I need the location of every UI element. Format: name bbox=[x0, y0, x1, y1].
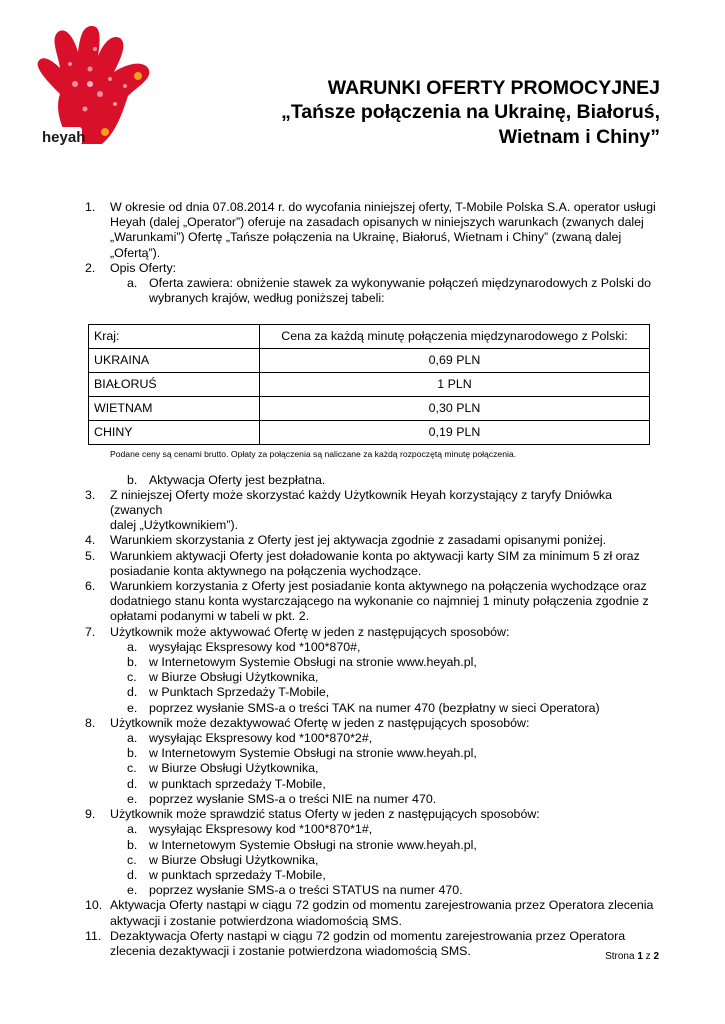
sub-item: d. w punktach sprzedaży T-Mobile, bbox=[127, 776, 326, 791]
list-item: 11. Dezaktywacja Oferty nastąpi w ciągu 72 godzin od momentu zarejestrowania przez Operatora zlecenia dezaktywacji i zostanie potwierdzona wiadomością SMS. bbox=[85, 928, 626, 958]
sub-item: d. w Punktach Sprzedaży T-Mobile, bbox=[127, 685, 330, 700]
list-item: 3. Z niniejszej Oferty może skorzystać każdy Użytkownik Heyah korzystający z taryfy Dniówka (zwanych dalej „Użytkownikiem”). bbox=[85, 487, 612, 533]
price-table bbox=[88, 324, 650, 445]
list-item: 1. W okresie od dnia 07.08.2014 r. do wycofania niniejszej oferty, T-Mobile Polska S.A. operator usługi Heyah (dalej „Operator”) oferuje na zasadach opisanych w niniejszych warunkach (zwanych dalej „Warunkami”) Ofertę „Tańsze połączenia na Ukrainę, Białoruś, Wietnam i Chiny” (zwaną dalej „Ofertą”). bbox=[85, 200, 656, 260]
sub-item: a. wysyłając Ekspresowy kod *100*870*1#, bbox=[127, 822, 373, 837]
sub-item: e. poprzez wysłanie SMS-a o treści NIE na numer 470. bbox=[127, 791, 437, 806]
list-item: 2. Opis Oferty: bbox=[85, 260, 177, 275]
table-header-row bbox=[89, 325, 650, 349]
table-row: CHINY 0,19 PLN bbox=[89, 421, 650, 445]
title-line-1: WARUNKI OFERTY PROMOCYJNEJ bbox=[327, 77, 660, 99]
table-header-price: Cena za każdą minutę połączenia międzynarodowego z Polski: bbox=[260, 325, 650, 349]
heyah-logo bbox=[30, 24, 170, 154]
terms-body bbox=[85, 200, 660, 959]
sub-item: c. w Biurze Obsługi Użytkownika, bbox=[127, 852, 319, 867]
sub-item: d. w punktach sprzedaży T-Mobile, bbox=[127, 867, 326, 882]
list-item: 4. Warunkiem skorzystania z Oferty jest jej aktywacja zgodnie z zasadami opisanymi poniżej. bbox=[85, 533, 607, 548]
table-row: UKRAINA 0,69 PLN bbox=[89, 349, 650, 373]
sub-item: c. w Biurze Obsługi Użytkownika, bbox=[127, 670, 319, 685]
sub-item: e. poprzez wysłanie SMS-a o treści TAK na numer 470 (bezpłatny w sieci Operatora) bbox=[127, 700, 600, 715]
sub-item: c. w Biurze Obsługi Użytkownika, bbox=[127, 761, 319, 776]
list-item: 7. Użytkownik może aktywować Ofertę w jeden z następujących sposobów: bbox=[85, 624, 510, 639]
sub-item: b. w Internetowym Systemie Obsługi na stronie www.heyah.pl, bbox=[127, 746, 477, 761]
document-title bbox=[281, 76, 660, 150]
hand-icon bbox=[38, 26, 150, 144]
sub-item: b. w Internetowym Systemie Obsługi na stronie www.heyah.pl, bbox=[127, 655, 477, 670]
logo-text: heyah bbox=[42, 129, 86, 146]
list-item: 6. Warunkiem korzystania z Oferty jest posiadanie konta aktywnego na połączenia wychodzące oraz dodatniego stanu konta wystarczającego na wykonanie co najmniej 1 minuty połączenia zgodnie z opłatami podanymi w tabeli w pkt. 2. bbox=[85, 579, 649, 624]
sub-item: b. Aktywacja Oferty jest bezpłatna. bbox=[127, 472, 326, 487]
table-note: Podane ceny są cenami brutto. Opłaty za połączenia są naliczane za każdą rozpoczętą minutę połączenia. bbox=[110, 449, 517, 460]
list-item: 5. Warunkiem aktywacji Oferty jest doładowanie konta po aktywacji karty SIM za minimum 5 zł oraz posiadanie konta aktywnego na połączenia wychodzące. bbox=[85, 548, 640, 578]
sub-item: a. wysyłając Ekspresowy kod *100*870#, bbox=[127, 639, 361, 654]
list-item: 10. Aktywacja Oferty nastąpi w ciągu 72 godzin od momentu zarejestrowania przez Operatora zlecenia aktywacji i zostanie potwierdzona wiadomością SMS. bbox=[85, 898, 654, 928]
sub-item: a. wysyłając Ekspresowy kod *100*870*2#, bbox=[127, 731, 373, 746]
sub-item: a. Oferta zawiera: obniżenie stawek za wykonywanie połączeń międzynarodowych z Polski do wybranych krajów, według poniższej tabeli: bbox=[127, 276, 652, 306]
list-item: 8. Użytkownik może dezaktywować Ofertę w jeden z następujących sposobów: bbox=[85, 715, 530, 730]
table-row: WIETNAM 0,30 PLN bbox=[89, 397, 650, 421]
list-item: 9. Użytkownik może sprawdzić status Oferty w jeden z następujących sposobów: bbox=[85, 807, 540, 822]
table-row: BIAŁORUŚ 1 PLN bbox=[89, 373, 650, 397]
title-line-3: Wietnam i Chiny” bbox=[498, 126, 660, 148]
sub-item: b. w Internetowym Systemie Obsługi na stronie www.heyah.pl, bbox=[127, 837, 477, 852]
page-number: Strona 1 z 2 bbox=[605, 951, 659, 962]
table-header-country: Kraj: bbox=[89, 325, 260, 349]
title-line-2: „Tańsze połączenia na Ukrainę, Białoruś, bbox=[281, 101, 660, 123]
sub-item: e. poprzez wysłanie SMS-a o treści STATUS na numer 470. bbox=[127, 883, 463, 898]
